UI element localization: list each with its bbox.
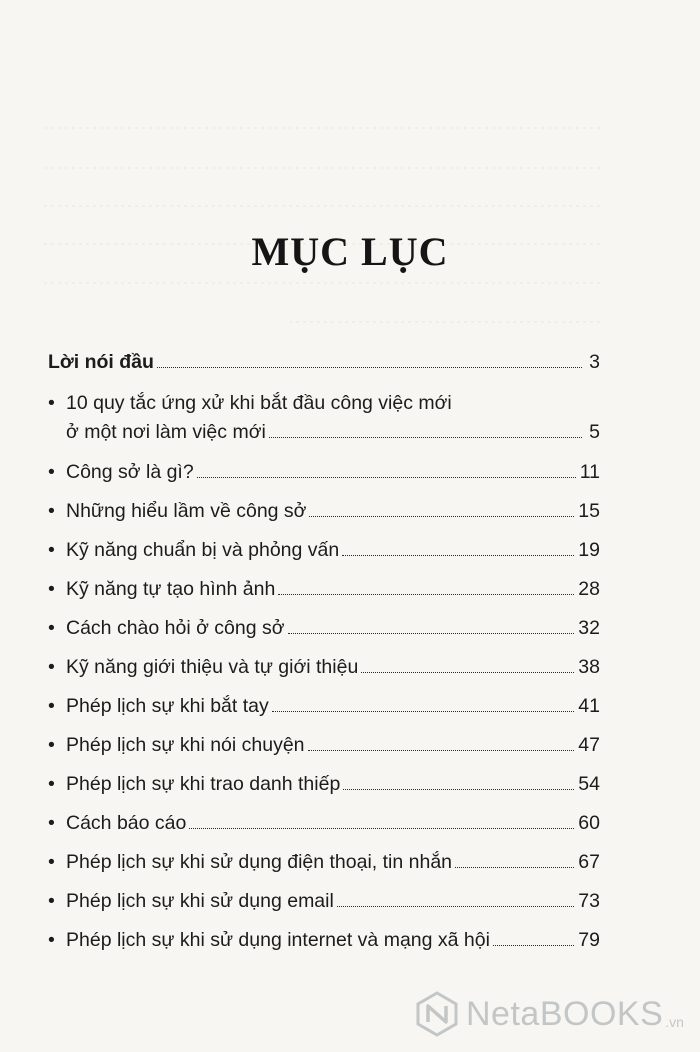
toc-entry[interactable] [48,692,600,718]
toc-page-number: 54 [578,773,600,795]
toc-entry[interactable] [48,614,600,640]
toc-page-number: 5 [589,421,600,443]
toc-entry-text: Phép lịch sự khi sử dụng điện thoại, tin nhắn [66,851,453,873]
toc-entry-text: Kỹ năng chuẩn bị và phỏng vấn [66,539,340,561]
netabooks-watermark [414,988,694,1040]
toc-page-number: 15 [578,500,600,522]
toc-entry-text: Công sở là gì? [66,461,194,483]
toc-entry[interactable] [48,575,600,601]
toc-entry-text: Cách báo cáo [66,812,187,834]
bullet-icon: • [48,617,55,639]
bullet-icon: • [48,851,55,873]
bullet-icon: • [48,500,55,522]
toc-entry[interactable] [48,770,600,796]
watermark-brand: NetaBOOKS [466,994,664,1033]
toc-entry-text: Lời nói đầu [48,351,154,373]
leader-dots [308,749,575,751]
bullet-icon: • [48,812,55,834]
toc-page-number: 73 [578,890,600,912]
leader-dots [455,866,574,868]
toc-entry-text: Phép lịch sự khi bắt tay [66,695,269,717]
leader-dots [157,366,582,368]
bullet-icon: • [48,656,55,678]
leader-dots [197,476,576,478]
toc-entry-text: Kỹ năng giới thiệu và tự giới thiệu [66,656,359,678]
leader-dots [288,632,575,634]
toc-entry-text: Kỹ năng tự tạo hình ảnh [66,578,276,600]
bullet-icon: • [48,578,55,600]
toc-entry-text: Cách chào hỏi ở công sở [66,617,285,639]
page-title: MỤC LỤC [251,229,449,274]
bullet-icon: • [48,461,55,483]
leader-dots [189,827,574,829]
toc-entry-text-continued: ở một nơi làm việc mới [66,421,266,443]
toc-entry-text: Phép lịch sự khi sử dụng internet và mạng xã hội [66,929,490,951]
toc-entry-text: Phép lịch sự khi nói chuyện [66,734,305,756]
toc-page-number: 67 [578,851,600,873]
toc-entry[interactable] [48,926,600,952]
bullet-icon: • [48,539,55,561]
leader-dots [343,788,574,790]
toc-page-number: 41 [578,695,600,717]
toc-entry[interactable] [48,809,600,835]
bullet-icon: • [48,695,55,717]
toc-entry[interactable] [48,392,600,444]
toc-entry[interactable] [48,458,600,484]
toc-entry-intro[interactable] [48,348,600,374]
toc-page-number: 32 [578,617,600,639]
toc-entry[interactable] [48,536,600,562]
toc-page-number: 47 [578,734,600,756]
toc-entry[interactable] [48,653,600,679]
leader-dots [361,671,574,673]
toc-page-number: 19 [578,539,600,561]
toc-entry[interactable] [48,887,600,913]
leader-dots [342,554,574,556]
toc-entry-text: Phép lịch sự khi sử dụng email [66,890,334,912]
toc-page-number: 28 [578,578,600,600]
bullet-icon: • [48,929,55,951]
toc-entry[interactable] [48,731,600,757]
toc-page-number: 38 [578,656,600,678]
leader-dots [337,905,574,907]
watermark-suffix: .vn [665,1014,684,1030]
leader-dots [278,593,574,595]
toc-page-number: 79 [578,929,600,951]
toc-entry-text: Phép lịch sự khi trao danh thiếp [66,773,341,795]
leader-dots [269,436,582,438]
netabooks-logo-icon [414,991,460,1037]
leader-dots [272,710,575,712]
leader-dots [493,944,574,946]
toc-page-number: 3 [589,351,600,373]
toc-page-number: 60 [578,812,600,834]
bullet-icon: • [48,773,55,795]
bullet-icon: • [48,734,55,756]
toc-entry-text: 10 quy tắc ứng xử khi bắt đầu công việc mới [66,392,452,414]
toc-page-number: 11 [579,461,600,483]
toc-entry[interactable] [48,497,600,523]
toc-entry-text: Những hiểu lầm về công sở [66,500,307,522]
leader-dots [309,515,574,517]
toc-entry[interactable] [48,848,600,874]
bullet-icon: • [48,890,55,912]
bullet-icon: • [48,392,55,414]
